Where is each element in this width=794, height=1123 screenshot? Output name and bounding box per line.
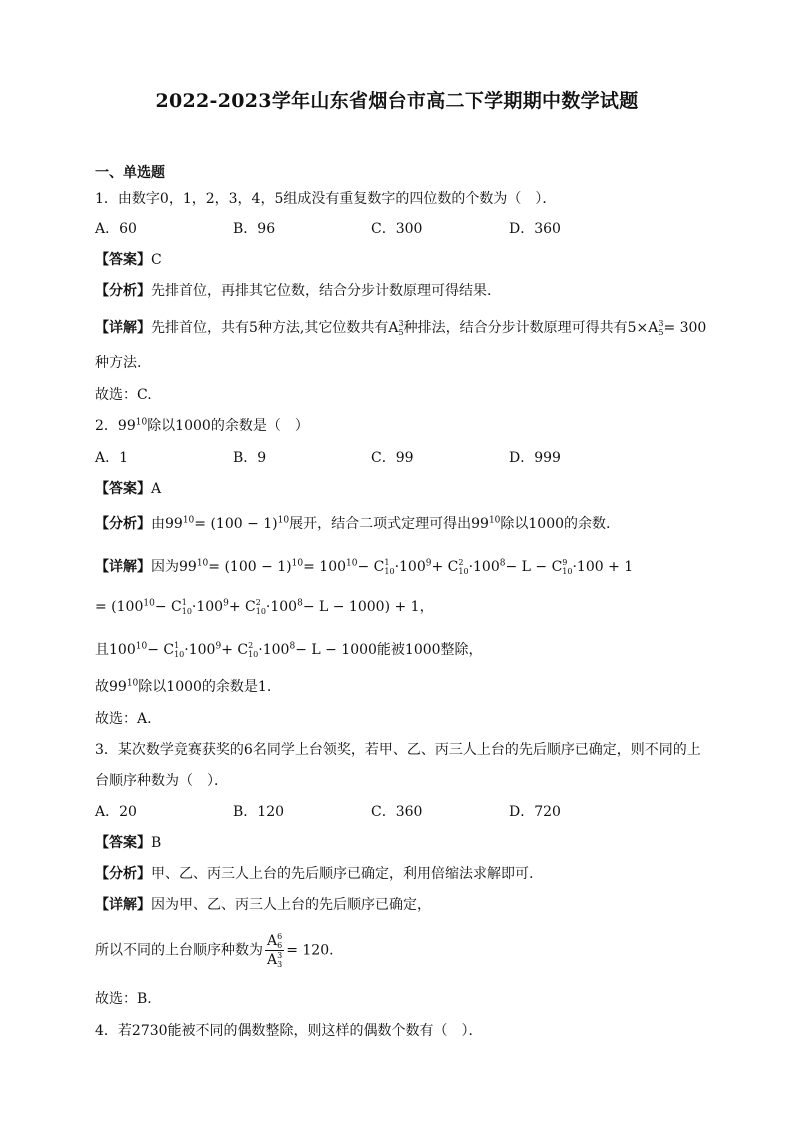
answer-label: 【答案】 (95, 481, 151, 497)
q3-answer (95, 833, 161, 853)
t: ·100 (258, 642, 290, 658)
q2-stem-text: 2．99 (95, 418, 136, 434)
q2-option-b: B．9 (233, 450, 267, 466)
analysis-label: 【分析】 (95, 866, 151, 882)
t: 且100 (95, 642, 136, 658)
sub: 10 (248, 650, 259, 659)
script (562, 558, 572, 576)
sup: 2 (248, 641, 254, 650)
q1-answer (95, 250, 162, 270)
t: ·100 (265, 599, 298, 615)
exponent: 10 (182, 515, 195, 526)
symbol-a: A (388, 320, 399, 336)
t: − L − 1000) + 1， (302, 599, 434, 615)
q3-option-c: C．360 (371, 804, 423, 820)
q1-arrangement-symbol-2 (648, 320, 663, 336)
detail-label: 【详解】 (95, 559, 151, 575)
q2-detail-line3 (95, 640, 483, 660)
q3-option-b: B．120 (233, 804, 285, 820)
section-heading: 一、单选题 (95, 165, 165, 181)
denominator (265, 951, 284, 969)
t: 所以不同的上台顺序种数为 (95, 942, 263, 959)
exponent: 10 (135, 641, 148, 652)
t: ·100 (468, 559, 500, 575)
q3-detail (95, 895, 431, 915)
exponent: 10 (126, 678, 139, 689)
numerator (265, 932, 284, 951)
exponent: 10 (196, 558, 209, 569)
symbol-a: A (267, 933, 278, 949)
t: ·100 + 1 (572, 559, 634, 575)
t: 由99 (151, 516, 183, 532)
q3-option-a: A．20 (95, 804, 137, 820)
exponent: 10 (488, 515, 501, 526)
q2-stem-text-2: 除以1000的余数是（ ） (147, 418, 309, 434)
answer-label: 【答案】 (95, 835, 151, 851)
q1-answer-value: C (151, 252, 162, 268)
script (277, 932, 282, 950)
q1-detail-text: 先排首位，共有5种方法,其它位数共有 (151, 320, 389, 336)
exponent: 10 (346, 558, 358, 569)
t: − L − C (505, 559, 563, 575)
q3-analysis-text: 甲、乙、丙三人上台的先后顺序已确定，利用倍缩法求解即可. (151, 866, 534, 882)
sup: 1 (181, 598, 187, 607)
q2-stem (95, 416, 309, 436)
q2-detail-line2 (95, 597, 434, 617)
sup: 3 (277, 951, 283, 960)
q1-analysis-text: 先排首位，再排其它位数，结合分步计数原理可得结果. (151, 283, 492, 299)
sup: 1 (174, 641, 180, 650)
q1-choose: 故选：C. (95, 387, 152, 403)
q2-option-c: C．99 (371, 450, 414, 466)
q1-stem: 1．由数字0，1，2，3，4，5组成没有重复数字的四位数的个数为（ ）． (95, 191, 557, 207)
q2-detail-line4 (95, 677, 271, 697)
sub: 10 (255, 607, 266, 616)
symbol-a: A (267, 952, 278, 968)
sub: 10 (181, 607, 192, 616)
t: + C (228, 599, 256, 615)
t: + C (221, 642, 249, 658)
q3-detail-line2 (95, 932, 334, 969)
sup: 3 (398, 319, 404, 328)
q1-arrangement-symbol (388, 320, 403, 336)
q1-option-c: C．300 (371, 221, 423, 237)
q2-answer (95, 479, 161, 499)
sub: 10 (384, 567, 395, 576)
q3-option-d: D．720 (509, 804, 561, 820)
script (174, 641, 184, 659)
sub: 5 (398, 328, 404, 337)
q3-stem-cont: 台顺序种数为（ ）． (95, 773, 228, 789)
t: − C (147, 642, 175, 658)
q2-option-a: A．1 (95, 450, 129, 466)
sub: 3 (277, 960, 283, 969)
t: 除以1000的余数. (500, 516, 611, 532)
q2-option-d: D．999 (509, 450, 561, 466)
q1-option-a: A．60 (95, 221, 137, 237)
t: − C (357, 559, 385, 575)
q2-answer-value: A (151, 481, 162, 497)
t: = (100 − 1) (208, 559, 292, 575)
t: 展开，结合二项式定理可得出99 (289, 516, 489, 532)
q3-detail-text: 因为甲、乙、丙三人上台的先后顺序已确定， (151, 897, 431, 913)
detail-label: 【详解】 (95, 897, 151, 913)
t: ·100 (394, 559, 426, 575)
t: ·100 (191, 599, 224, 615)
sup: 1 (384, 558, 390, 567)
q1-detail-text-2: 种排法，结合分步计数原理可得共有 (403, 320, 628, 336)
script (277, 951, 282, 969)
sup: 3 (658, 319, 664, 328)
analysis-label: 【分析】 (95, 283, 151, 299)
exponent: 9 (215, 641, 222, 652)
q1-analysis (95, 281, 491, 301)
sub: 10 (562, 567, 573, 576)
sub: 5 (658, 328, 664, 337)
exponent: 10 (277, 515, 290, 526)
page-title: 2022-2023学年山东省烟台市高二下学期期中数学试题 (155, 90, 639, 112)
exponent: 9 (425, 558, 432, 569)
script (256, 598, 266, 616)
analysis-label: 【分析】 (95, 516, 151, 532)
exponent: 9 (223, 598, 229, 609)
script (248, 641, 258, 659)
sup: 9 (562, 558, 568, 567)
sup: 6 (277, 932, 283, 941)
q3-analysis (95, 864, 533, 884)
t: + C (431, 559, 459, 575)
exponent: 10 (143, 598, 155, 609)
t: = 100 (303, 559, 347, 575)
sup: 2 (458, 558, 464, 567)
sup: 2 (255, 598, 261, 607)
sub: 10 (458, 567, 469, 576)
answer-label: 【答案】 (95, 252, 151, 268)
q1-option-d: D．360 (509, 221, 561, 237)
exponent: 10 (135, 417, 148, 428)
t: ·100 (184, 642, 216, 658)
q1-detail-cont: 种方法. (95, 355, 142, 371)
t: 除以1000的余数是1. (138, 679, 272, 695)
sub: 6 (277, 941, 283, 950)
q3-choose: 故选：B. (95, 991, 152, 1007)
q2-choose: 故选：A. (95, 711, 152, 727)
q3-stem: 3．某次数学竞赛获奖的6名同学上台领奖，若甲、乙、丙三人上台的先后顺序已确定，则不同的上 (95, 742, 701, 758)
q1-detail (95, 318, 706, 338)
script (458, 558, 468, 576)
q1-detail-formula: 5× (627, 320, 649, 336)
q3-fraction (265, 932, 284, 969)
script (182, 598, 192, 616)
detail-label: 【详解】 (95, 320, 151, 336)
q3-answer-value: B (151, 835, 162, 851)
symbol-a: A (648, 320, 659, 336)
exponent: 8 (289, 641, 296, 652)
t: = (100 (95, 599, 144, 615)
q1-detail-result: = 300 (663, 320, 707, 336)
exponent: 10 (291, 558, 304, 569)
t: − L − 1000能被1000整除， (295, 642, 483, 658)
q4-stem: 4．若2730能被不同的偶数整除，则这样的偶数个数有（ ）． (95, 1023, 483, 1039)
t: = (100 − 1) (194, 516, 278, 532)
script (384, 558, 394, 576)
exponent: 8 (297, 598, 303, 609)
t: = 120. (286, 942, 334, 959)
q2-detail (95, 557, 633, 577)
q1-option-b: B．96 (233, 221, 276, 237)
t: 故99 (95, 679, 127, 695)
t: 因为99 (151, 559, 197, 575)
q2-analysis (95, 514, 610, 534)
t: − C (154, 599, 182, 615)
sub: 10 (174, 650, 185, 659)
exponent: 8 (499, 558, 506, 569)
